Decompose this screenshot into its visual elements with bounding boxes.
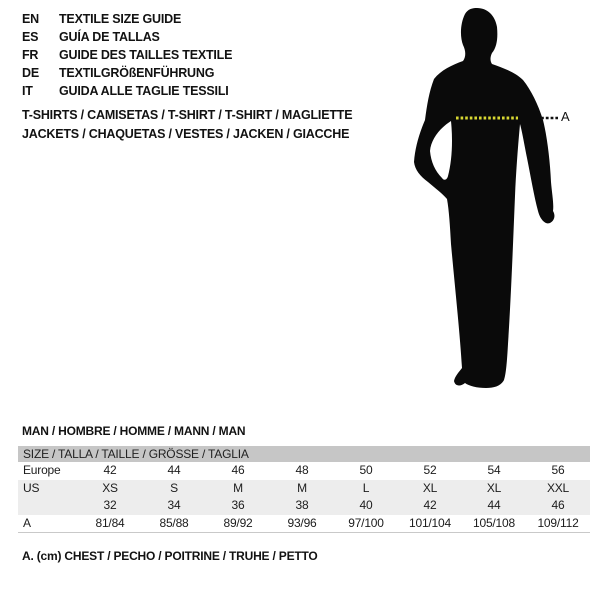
- language-code: FR: [22, 48, 39, 62]
- size-table-header: SIZE / TALLA / TAILLE / GRÖSSE / TAGLIA: [18, 446, 590, 462]
- table-row-europe: [18, 462, 590, 480]
- size-cell: XL: [486, 480, 502, 495]
- language-label: TEXTILGRÖßENFÜHRUNG: [59, 66, 215, 80]
- size-cell: 101/104: [409, 515, 451, 530]
- size-cell: 54: [487, 463, 501, 477]
- language-label: GUIDA ALLE TAGLIE TESSILI: [59, 84, 229, 98]
- language-code: ES: [22, 30, 39, 44]
- measurement-footnote: A. (cm) CHEST / PECHO / POITRINE / TRUHE / PETTO: [22, 549, 318, 563]
- size-cell: 109/112: [537, 515, 579, 530]
- size-cell: 52: [423, 463, 437, 477]
- size-cell: 44: [167, 463, 181, 477]
- size-cell: 44: [487, 498, 501, 512]
- size-cell: 42: [103, 463, 117, 477]
- size-cell: 36: [231, 498, 245, 512]
- size-cell: 93/96: [287, 515, 317, 530]
- size-cell: 85/88: [159, 515, 189, 530]
- size-cell: 42: [423, 498, 437, 512]
- size-cell: 46: [551, 498, 565, 512]
- row-label: US: [23, 480, 40, 495]
- language-code: IT: [22, 84, 33, 98]
- language-label: GUÍA DE TALLAS: [59, 30, 160, 44]
- row-label: A: [23, 515, 31, 530]
- measurement-a-label: A: [561, 109, 570, 124]
- size-cell: 46: [231, 463, 245, 477]
- size-cell: XS: [102, 480, 118, 495]
- size-cell: 48: [295, 463, 309, 477]
- man-silhouette: [414, 8, 554, 388]
- size-cell: L: [362, 480, 370, 495]
- size-cell: 50: [359, 463, 373, 477]
- size-cell: 34: [167, 498, 181, 512]
- size-cell: 56: [551, 463, 565, 477]
- size-cell: XL: [422, 480, 438, 495]
- gender-title: MAN / HOMBRE / HOMME / MANN / MAN: [22, 424, 246, 438]
- row-label: [18, 497, 78, 515]
- size-cell: XXL: [546, 480, 570, 495]
- size-cell: 38: [295, 498, 309, 512]
- language-code: EN: [22, 12, 39, 26]
- language-label: GUIDE DES TAILLES TEXTILE: [59, 48, 233, 62]
- language-label: TEXTILE SIZE GUIDE: [59, 12, 182, 26]
- size-table: [18, 446, 590, 533]
- size-cell: M: [233, 480, 243, 495]
- size-cell: 97/100: [348, 515, 384, 530]
- row-label: Europe: [23, 463, 61, 477]
- table-row-chest-cm: [18, 515, 590, 534]
- category-line-jackets: JACKETS / CHAQUETAS / VESTES / JACKEN / GIACCHE: [22, 126, 350, 141]
- table-row-us-letters: [18, 480, 590, 498]
- table-row-us-numbers: [18, 497, 590, 515]
- size-cell: 40: [359, 498, 373, 512]
- size-cell: 105/108: [473, 515, 515, 530]
- size-cell: 81/84: [95, 515, 125, 530]
- size-cell: M: [297, 480, 307, 495]
- language-code: DE: [22, 66, 39, 80]
- size-cell: 32: [103, 498, 117, 512]
- category-line-tshirts: T-SHIRTS / CAMISETAS / T-SHIRT / T-SHIRT / MAGLIETTE: [22, 108, 353, 122]
- size-cell: S: [170, 480, 178, 495]
- size-cell: 89/92: [223, 515, 253, 530]
